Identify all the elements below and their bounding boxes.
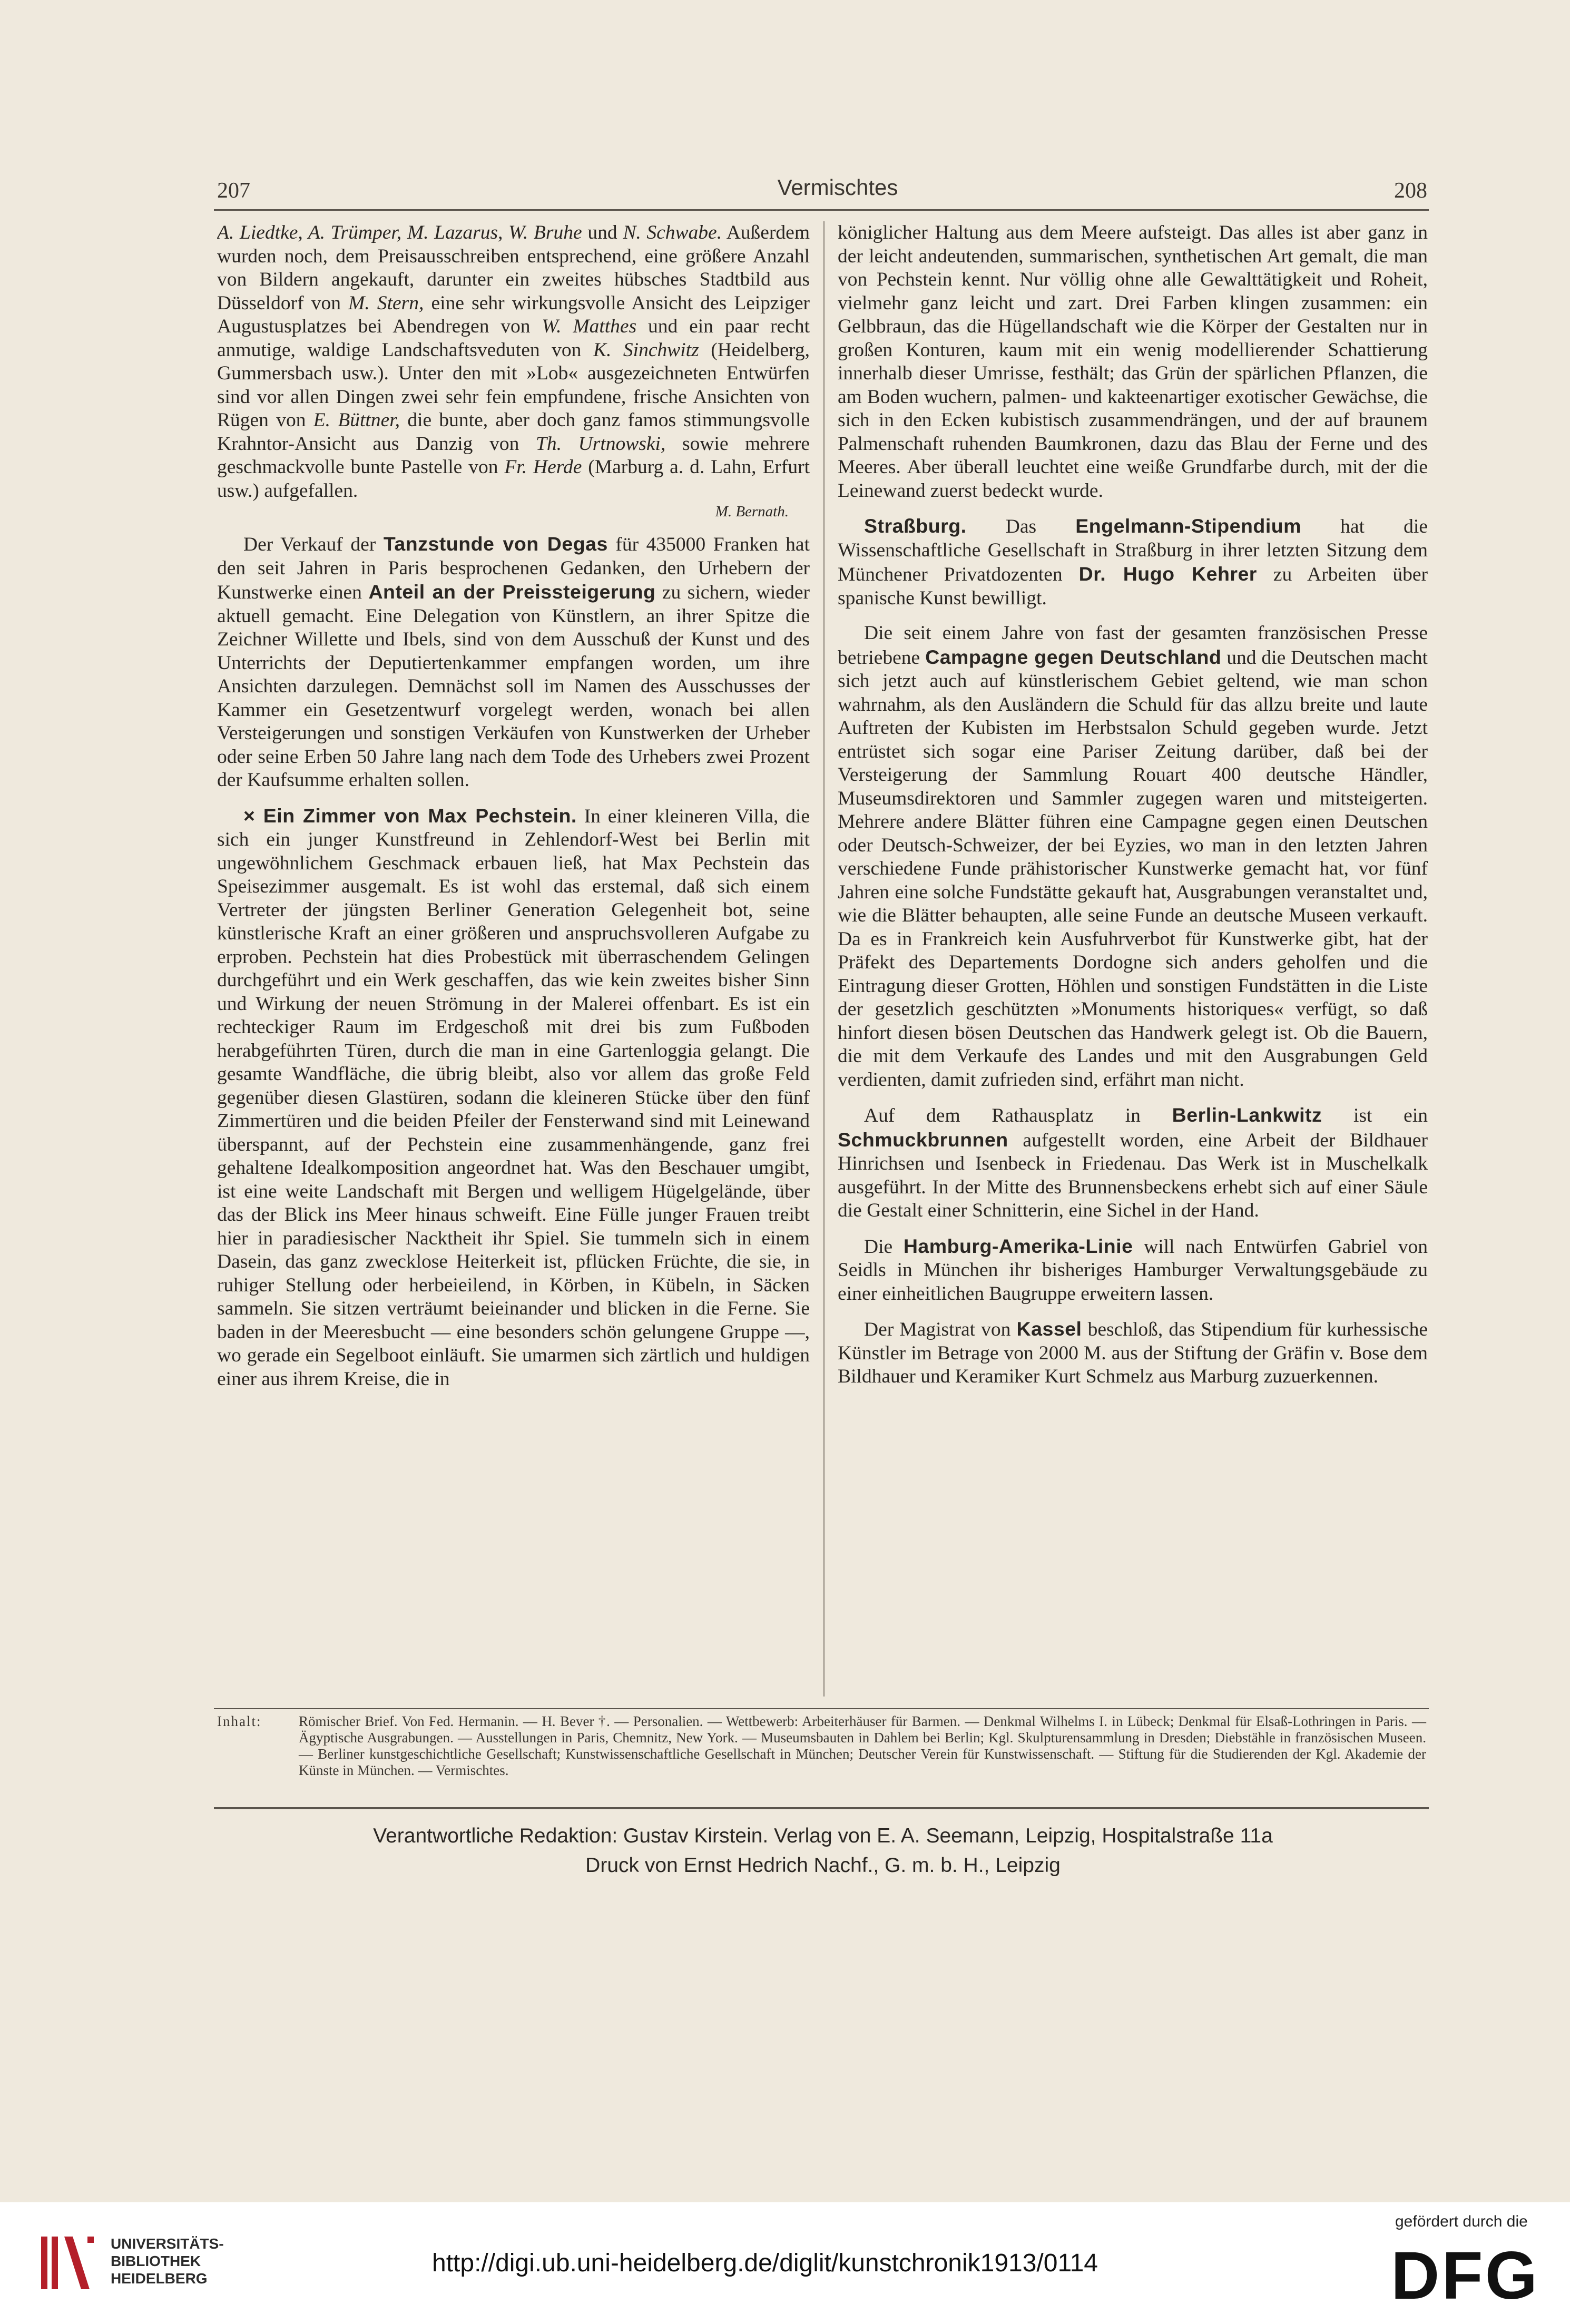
author-signature: M. Bernath. — [715, 503, 789, 520]
right-column — [838, 221, 1428, 1702]
text-span: hat die Wissenschaftliche Gesellschaft in Straßburg in ihrer letzten Sitzung dem Münchener Privatdozenten — [838, 516, 1428, 585]
text-span: und — [582, 222, 623, 243]
column-divider — [823, 221, 825, 1697]
library-name — [111, 2235, 224, 2287]
text-span: die bunte, aber doch ganz famos stimmungsvolle Krahntor-Ansicht aus Danzig von — [217, 409, 810, 455]
university-library-heidelberg-logo-icon — [37, 2231, 100, 2294]
text-span: und die Deutschen macht sich jetzt auch auf künstlerischem Gebiet geltend, wie man schon wahrnahm, als den Ausländern die Schuld für das allzu breite und laute Auftreten der Kubisten im Herbstsalon Schuld gegeben wurde. Jetzt entrüstet sich sogar eine Pariser Zeitung darüber, daß bei der Versteigerung der Sammlung Rouart 400 deutsche Händler, Museumsdirektoren und Sammler zugegen waren und mitsteigerten. Mehrere andere Blätter führen eine Campagne gegen einen Deutschen oder Deutsch-Schweizer, der bei Eyzies, wo man in den letzten Jahren verschiedene Funde prähistorischer Kunstwerke gemacht hat, vor fünf Jahren eine solche Fundstätte gekauft hat, Ausgrabungen veranstaltet und, wie die Blätter behaupten, alle seine Funde an deutsche Museen verkauft. Da es in Frankreich kein Ausfuhrverbot für Kunstwerke gibt, hat der Präfekt des Departements Dordogne sich anders geholfen und die Eintragung dieser Grotten, Höhlen und sonstigen Fundstätten in die Liste der gesetzlich geschützten »Monuments historiques« verfügt, so daß hinfort diesen bösen Deutschen das Handwerk gelegt ist. Ob die Bauern, die mit dem Verkaufe des Landes und mit den Ausgrabungen Geld verdienten, damit zufrieden sind, erfährt man nicht. — [838, 646, 1428, 1091]
headline-keyword: Anteil an der Preissteigerung — [368, 581, 656, 603]
headline-keyword: Engelmann-Stipendium — [1075, 515, 1302, 537]
paragraph-pechstein — [217, 804, 810, 1391]
artist-name: Th. Urtnowski, — [536, 433, 666, 455]
headline-keyword: × Ein Zimmer von Max Pechstein. — [243, 804, 577, 827]
text-span: Außerdem wurden noch, dem Preisausschreiben entsprechend, eine größere Anzahl von Bildern angekauft, darunter ein zweites hübsches Stadtbild aus Düsseldorf von — [217, 222, 810, 314]
artist-names: A. Liedtke, A. Trümper, M. Lazarus, W. Bruhe — [217, 222, 582, 243]
dfg-logo: DFG — [1391, 2238, 1540, 2313]
artist-name: W. Matthes — [542, 316, 637, 337]
running-head: Vermischtes — [777, 175, 898, 200]
paragraph-pechstein-continued: königlicher Haltung aus dem Meere aufsteigt. Das alles ist aber ganz in der leicht andeutenden, summarischen, synthetischen Art gemalt, die man von Pechstein kennt. Nur völlig ohne alle Gewalttätigkeit und Roheit, vielmehr ganz leicht und zart. Drei Farben klingen zusammen: ein Gelbbraun, das die Hügellandschaft wie die Körper der Gestalten nur in großen Konturen, kaum mit ein wenig modellierender Schattierung innerhalb dieser Umrisse, festhält; das Grün der spärlichen Pflanzen, die am Boden wuchern, palmen- und kakteenartiger exotischer Gewächse, die sich in den Ecken kubistisch zusammendrängen, und der auf braunem Palmenschaft ruhenden Baumkronen, dazu das Blau der Ferne und des Meeres. Aber überall leuchtet eine weiße Grundfarbe durch, mit der die Leinewand zuerst bedeckt wurde. — [838, 222, 1428, 502]
library-name-line: BIBLIOTHEK — [111, 2253, 201, 2269]
text-span: beschloß, das Stipendium für kurhessische Künstler im Betrage von 2000 M. aus der Stiftung der Gräfin v. Bose dem Bildhauer und Keramiker Kurt Schmelz aus Marburg zuzuerkennen. — [838, 1319, 1428, 1387]
paragraph-hamburg-amerika — [838, 1234, 1428, 1306]
contents-label: Inhalt: — [217, 1713, 262, 1729]
contents-top-rule — [214, 1708, 1429, 1709]
headline-keyword: Kassel — [1016, 1318, 1082, 1340]
library-name-line: HEIDELBERG — [111, 2270, 208, 2287]
paragraph-strassburg — [838, 514, 1428, 610]
text-span: In einer kleineren Villa, die sich ein junger Kunstfreund in Zehlendorf-West bei Berlin mit ungewöhnlichem Geschmack erbauen ließ, hat Max Pechstein das Speisezimmer ausgemalt. Es ist wohl das erstemal, daß sich einem Vertreter der jüngsten Berliner Generation Gelegenheit bot, seine künstlerische Kraft an einer größeren und anspruchsvolleren Aufgabe zu erproben. Pechstein hat dies Probestück mit überraschendem Gelingen durchgeführt und ein Werk geschaffen, das wie kein zweites bisher Sinn und Wirkung der neuen Strömung in der Malerei offenbart. Es ist ein rechteckiger Raum im Erdgeschoß mit drei bis zum Fußboden herabgeführten Türen, durch die man in eine Gartenloggia gelangt. Die gesamte Wandfläche, die übrig bleibt, also vor allem das große Feld gegenüber diesen Glastüren, sodann die kleineren Stücke über den fünf Zimmertüren und die beiden Pfeiler der Fensterwand sind mit Leinewand überspannt, auf der Pechstein eine zusammenhängende, ganz frei gehaltene Idealkomposition angeordnet hat. Was den Beschauer umgibt, ist eine weite Landschaft mit Bergen und welligem Hügelgelände, über das der Blick ins Meer hinaus schweift. Eine Fülle junger Frauen treibt hier in paradiesischer Nacktheit ihr Spiel. Sie tummeln sich in einem Dasein, das ganz zwecklose Heiterkeit ist, pflücken Früchte, die sie, in ruhiger Stellung oder herbeieilend, in Körben, in Kübeln, in Säcken sammeln. Sie sitzen verträumt beieinander und blicken in die Ferne. Sie baden in der Meeresbucht — eine besonders schön gelungene Gruppe —, wo gerade ein Segelboot einläuft. Sie umarmen sich zärtlich und huldigen einer aus ihrem Kreise, die in — [217, 805, 810, 1390]
headline-keyword: Dr. Hugo Kehrer — [1078, 563, 1257, 585]
contents-text: Römischer Brief. Von Fed. Hermanin. — H. Bever †. — Personalien. — Wettbewerb: Arbeiterhäuser für Barmen. — Denkmal Wilhelms I. in Lübeck; Denkmal für Elsaß-Lothringen in Paris. — Ägyptische Ausgrabungen. — Ausstellungen in Paris, Chemnitz, New York. — Museumsbauten in Dahlem bei Berlin; Kgl. Skulpturensammlung in Dresden; Diebstähle in französischen Museen. — Berliner kunstgeschichtliche Gesellschaft; Kunstwissenschaftliche Gesellschaft in München; Deutscher Verein für Kunstwissenschaft. — Stiftung für die Studierenden der Kgl. Akademie der Künste in München. — Vermischtes. — [299, 1713, 1426, 1778]
imprint-editor-publisher: Verantwortliche Redaktion: Gustav Kirstein. Verlag von E. A. Seemann, Leipzig, Hospitalstraße 11a — [373, 1825, 1273, 1847]
headline-keyword: Hamburg-Amerika-Linie — [903, 1234, 1133, 1257]
artist-name: E. Büttner, — [313, 409, 400, 431]
text-span: Der Magistrat von — [864, 1319, 1017, 1340]
text-span: (Marburg a. d. Lahn, Erfurt usw.) aufgefallen. — [217, 456, 810, 502]
artist-name: K. Sinchwitz — [593, 339, 699, 361]
text-span: Das — [966, 516, 1076, 537]
text-span: ist ein — [1322, 1105, 1428, 1126]
text-span: eine sehr wirkungsvolle Ansicht des Leipziger Augustusplatzes bei Abendregen von — [217, 292, 810, 337]
text-span: aufgestellt worden, eine Arbeit der Bildhauer Hinrichsen und Isenbeck in Friedenau. Das Werk ist in Muschelkalk ausgeführt. In der Mitte des Brunnensbeckens erhebt sich auf einer Säule die Gestalt einer Schnitterin, eine Sichel in der Hand. — [838, 1129, 1428, 1221]
page-number-left: 207 — [217, 179, 250, 203]
digitization-footer — [0, 2202, 1570, 2324]
permalink-url[interactable]: http://digi.ub.uni-heidelberg.de/diglit/kunstchronik1913/0114 — [432, 2249, 1098, 2277]
paragraph-kassel — [838, 1317, 1428, 1389]
text-span: Der Verkauf der — [243, 534, 384, 555]
headline-keyword: Berlin-Lankwitz — [1172, 1104, 1322, 1126]
text-span: Die seit einem Jahre von fast der gesamten französischen Presse betriebene — [838, 622, 1428, 669]
library-name-line: UNIVERSITÄTS- — [111, 2235, 224, 2252]
paragraph-campagne — [838, 622, 1428, 1092]
paragraph-degas — [217, 532, 810, 792]
headline-keyword: Tanzstunde von Degas — [383, 533, 608, 555]
funding-label: gefördert durch die — [1395, 2213, 1528, 2230]
text-span: sowie mehrere geschmackvolle bunte Pastelle von — [217, 433, 810, 478]
headline-keyword: Straßburg. — [864, 515, 967, 537]
imprint-printer: Druck von Ernst Hedrich Nachf., G. m. b. H., Leipzig — [585, 1854, 1061, 1877]
paragraph-lankwitz — [838, 1103, 1428, 1223]
header-rule — [214, 209, 1429, 211]
headline-keyword: Campagne gegen Deutschland — [925, 645, 1222, 668]
text-span: zu Arbeiten über spanische Kunst bewilligt. — [838, 564, 1428, 609]
text-span: (Heidelberg, Gummersbach usw.). Unter den mit »Lob« ausgezeichneten Entwürfen sind vor allen Dingen zwei sehr fein empfundene, frische Ansichten von Rügen von — [217, 339, 810, 431]
text-span: für 435000 Franken hat den seit Jahren in Paris besprochenen Gedanken, den Urhebern der Kunstwerke einen — [217, 534, 810, 603]
headline-keyword: Schmuckbrunnen — [838, 1128, 1008, 1151]
artist-name: N. Schwabe. — [623, 222, 722, 243]
text-span: Auf dem Rathausplatz in — [864, 1105, 1172, 1126]
text-span: Die — [864, 1235, 904, 1258]
left-column — [217, 221, 810, 1702]
text-span: und ein paar recht anmutige, waldige Landschaftsveduten von — [217, 316, 810, 361]
imprint-rule — [214, 1807, 1429, 1809]
artist-name: Fr. Herde — [504, 456, 582, 478]
text-span: zu sichern, wieder aktuell gemacht. Eine Delegation von Künstlern, an ihrer Spitze die Zeichner Willette und Ibels, sind von dem Ausschuß der Kunst und des Unterrichts der Deputiertenkammer empfangen worden, um ihre Ansichten darzulegen. Demnächst soll im Namen des Ausschusses der Kammer ein Gesetzentwurf vorgelegt werden, wonach bei allen Versteigerungen und sonstigen Verkäufen von Kunstwerken der Urheber oder seine Erben 50 Jahre lang nach dem Tode des Urhebers zwei Prozent der Kaufsumme erhalten sollen. — [217, 582, 810, 791]
paragraph-competition-results — [217, 221, 810, 503]
page-number-right: 208 — [1394, 179, 1427, 203]
text-span: will nach Entwürfen Gabriel von Seidls in München ihr bisheriges Hamburger Verwaltungsgebäude zu einer einheitlichen Baugruppe erweitern lassen. — [838, 1235, 1428, 1305]
artist-name: M. Stern, — [348, 292, 424, 314]
